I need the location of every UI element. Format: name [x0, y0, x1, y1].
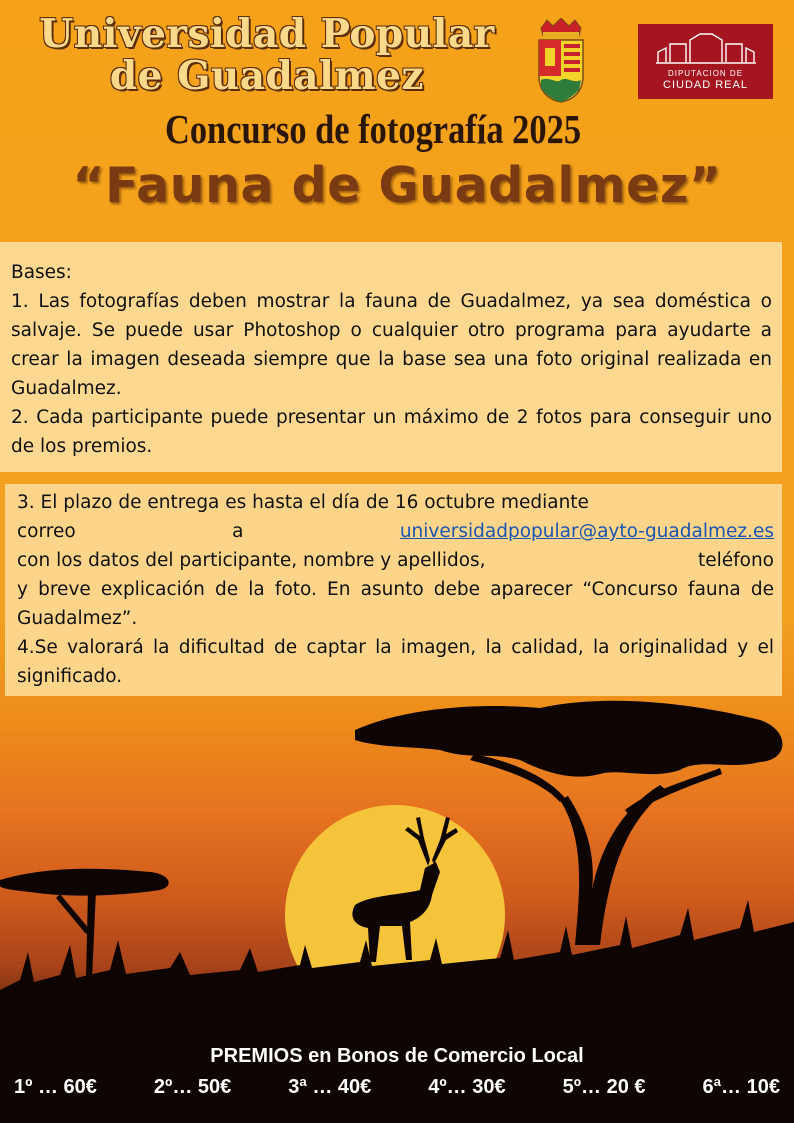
- rule-2: 2. Cada participante puede presentar un máximo de 2 fotos para conseguir uno de los premios.: [11, 407, 772, 457]
- rule-3-correo: correo: [17, 521, 76, 542]
- prize-5: 5º… 20 €: [562, 1076, 646, 1098]
- prize-6: 6ª… 10€: [702, 1076, 780, 1098]
- rule-1: 1. Las fotografías deben mostrar la fauna de Guadalmez, ya sea doméstica o salvaje. Se puede usar Photoshop o cualquier otro programa para ayudarte a crear la imagen deseada siempre que la base sea una foto original realizada en Guadalmez.: [11, 291, 772, 399]
- rule-3-telefono: teléfono: [697, 550, 774, 571]
- rule-3-rest: y breve explicación de la foto. En asunto debe aparecer “Concurso fauna de Guadalmez”.: [17, 579, 774, 629]
- logo-line-2: CIUDAD REAL: [663, 79, 748, 91]
- title-line-1: Universidad Popular: [39, 11, 495, 57]
- title-line-2: de Guadalmez: [109, 53, 425, 99]
- prize-3: 3ª … 40€: [288, 1076, 372, 1098]
- email-link[interactable]: universidadpopular@ayto-guadalmez.es: [399, 521, 774, 542]
- rule-4: 4.Se valorará la dificultad de captar la imagen, la calidad, la originalidad y el significado.: [17, 637, 774, 687]
- contest-title: Concurso de fotografía 2025: [164, 106, 582, 152]
- prize-4: 4º… 30€: [428, 1076, 506, 1098]
- prize-2: 2º… 50€: [153, 1076, 232, 1098]
- prize-1: 1º … 60€: [14, 1076, 97, 1098]
- rule-3-line-2: [17, 517, 774, 546]
- prizes-title: PREMIOS en Bonos de Comercio Local: [210, 1045, 584, 1067]
- building-icon: [656, 32, 756, 66]
- rules-box-1: [0, 242, 782, 472]
- rule-3-a: a: [232, 521, 244, 542]
- rule-3-line-3: [17, 546, 774, 575]
- logo-line-1: DIPUTACION DE: [667, 69, 744, 78]
- rule-3-line-1: 3. El plazo de entrega es hasta el día de 16 octubre mediante: [17, 492, 589, 513]
- guadalmez-crest-icon: [533, 18, 589, 104]
- prizes-list: [14, 1076, 780, 1099]
- rules-box-2: [5, 484, 782, 696]
- contest-theme: “Fauna de Guadalmez”: [72, 157, 722, 214]
- diputacion-logo: [638, 24, 773, 99]
- rules-heading: Bases:: [11, 262, 72, 283]
- rule-3-participant: con los datos del participante, nombre y apellidos,: [17, 550, 486, 571]
